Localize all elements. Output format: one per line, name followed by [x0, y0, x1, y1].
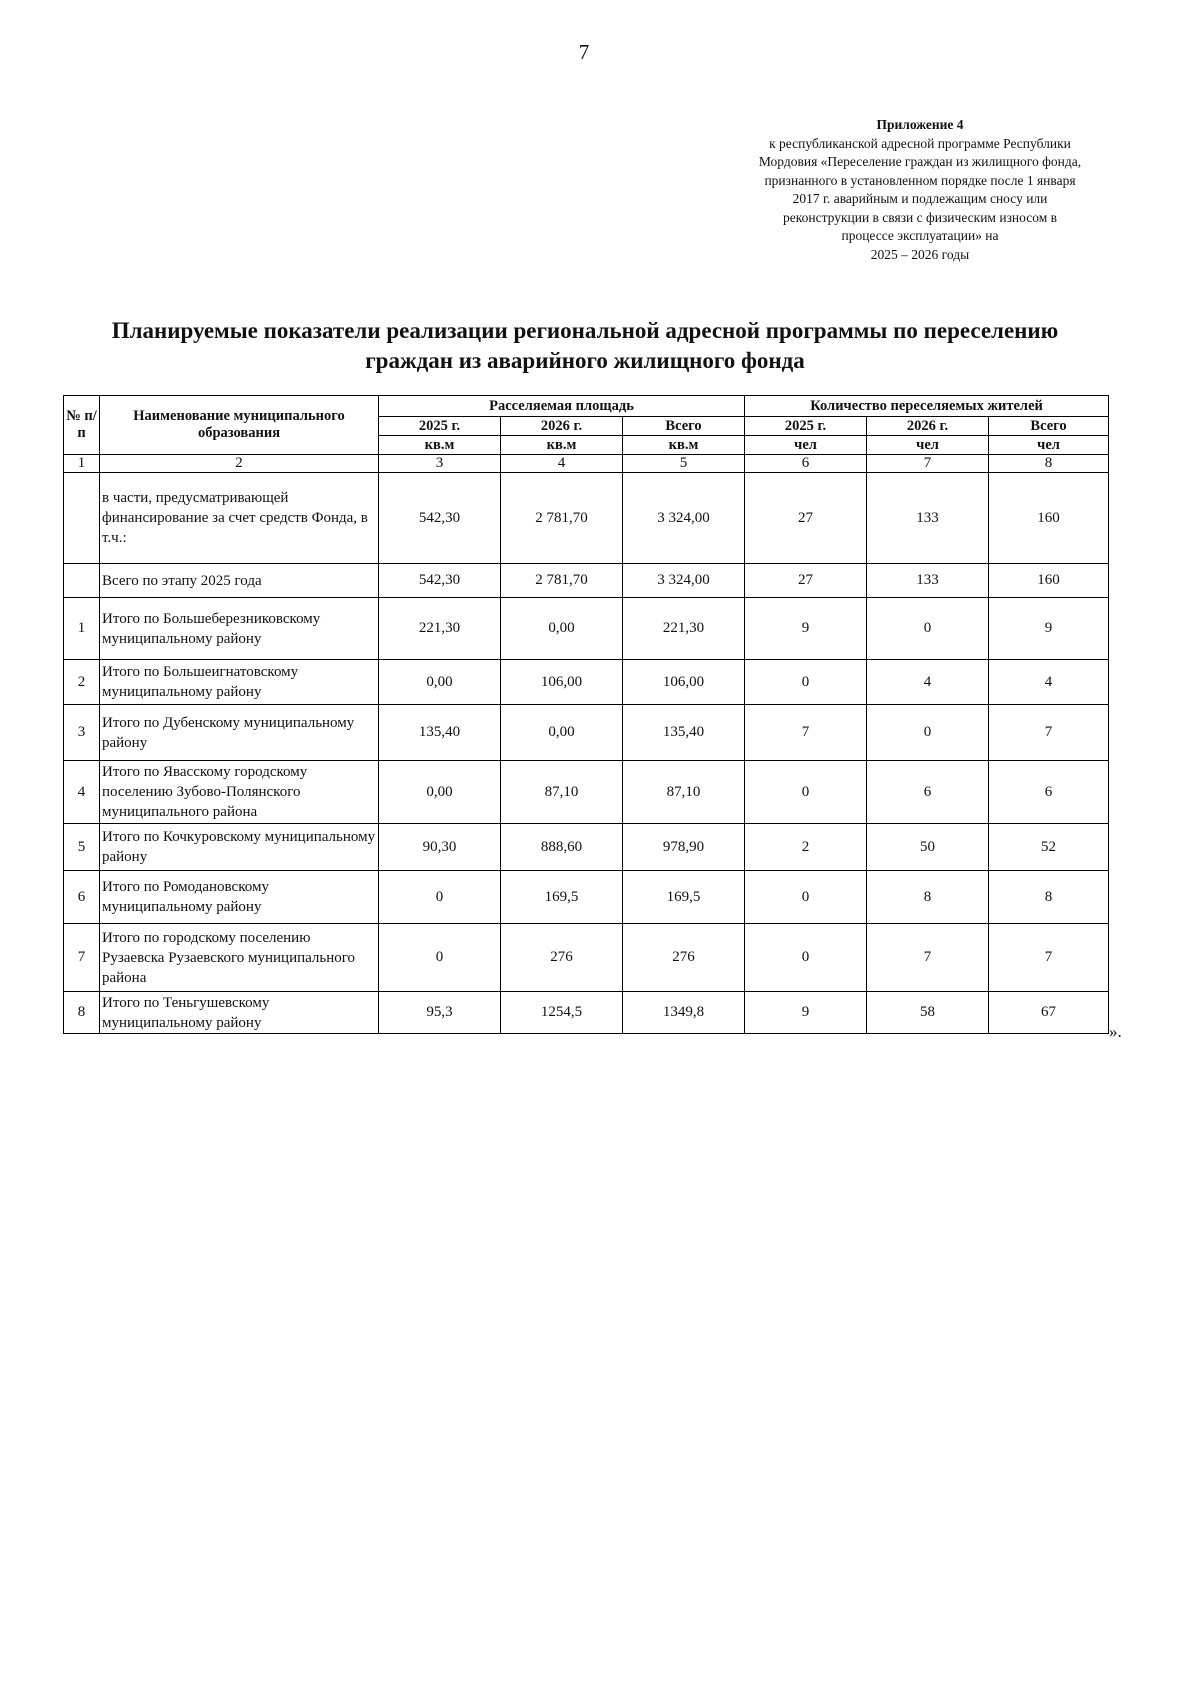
- cell-area-2026: 888,60: [501, 824, 623, 871]
- header-num: № п/п: [64, 396, 100, 455]
- annex-line: Мордовия «Переселение граждан из жилищного фонда,: [758, 154, 1082, 169]
- header-unit: чел: [989, 436, 1109, 455]
- cell-area-2025: 0,00: [379, 660, 501, 705]
- header-year: 2025 г.: [379, 417, 501, 436]
- annex-line: 2017 г. аварийным и подлежащим сносу или: [792, 191, 1048, 206]
- cell-residents-total: 4: [989, 660, 1109, 705]
- cell-area-total: 221,30: [623, 598, 745, 660]
- annex-line: реконструкции в связи с физическим износом в: [782, 209, 1057, 225]
- column-number: 6: [745, 455, 867, 473]
- cell-area-2026: 87,10: [501, 761, 623, 824]
- cell-residents-total: 7: [989, 705, 1109, 761]
- cell-residents-2026: 4: [867, 660, 989, 705]
- cell-residents-total: 52: [989, 824, 1109, 871]
- document-title: [80, 316, 1090, 376]
- row-name: Итого по городскому поселению Рузаевска Рузаевского муниципального района: [100, 924, 379, 992]
- annex-line: процессе эксплуатации» на: [841, 228, 999, 243]
- cell-residents-2026: 7: [867, 924, 989, 992]
- cell-area-2026: 2 781,70: [501, 473, 623, 564]
- cell-area-2026: 276: [501, 924, 623, 992]
- table-row: [64, 660, 1109, 705]
- row-name: Итого по Ромодановскому муниципальному району: [100, 871, 379, 924]
- cell-area-total: 3 324,00: [623, 473, 745, 564]
- column-number: 1: [64, 455, 100, 473]
- indicators-table: [63, 395, 1109, 1034]
- cell-residents-2025: 9: [745, 598, 867, 660]
- column-number: 3: [379, 455, 501, 473]
- column-number: 8: [989, 455, 1109, 473]
- cell-residents-2026: 133: [867, 473, 989, 564]
- cell-residents-2025: 0: [745, 660, 867, 705]
- cell-area-2025: 90,30: [379, 824, 501, 871]
- table-row: [64, 705, 1109, 761]
- table-row: [64, 824, 1109, 871]
- cell-area-2026: 0,00: [501, 705, 623, 761]
- closing-quote-mark: ».: [1109, 1022, 1122, 1041]
- cell-residents-total: 67: [989, 992, 1109, 1034]
- table-row: [64, 992, 1109, 1034]
- cell-area-total: 106,00: [623, 660, 745, 705]
- row-name: Итого по Большеигнатовскому муниципальному району: [100, 660, 379, 705]
- row-num: 5: [64, 824, 100, 871]
- cell-area-2026: 2 781,70: [501, 564, 623, 598]
- cell-area-2025: 221,30: [379, 598, 501, 660]
- cell-area-2025: 542,30: [379, 473, 501, 564]
- cell-residents-total: 9: [989, 598, 1109, 660]
- cell-residents-2025: 27: [745, 564, 867, 598]
- cell-residents-total: 7: [989, 924, 1109, 992]
- cell-area-total: 276: [623, 924, 745, 992]
- cell-residents-2026: 6: [867, 761, 989, 824]
- row-num: 8: [64, 992, 100, 1034]
- cell-residents-2026: 0: [867, 705, 989, 761]
- header-year: 2026 г.: [501, 417, 623, 436]
- cell-residents-2026: 8: [867, 871, 989, 924]
- cell-area-total: 1349,8: [623, 992, 745, 1034]
- annex-line: признанного в установленном порядке после 1 января: [764, 172, 1076, 188]
- header-year: 2025 г.: [745, 417, 867, 436]
- header-year: Всего: [989, 417, 1109, 436]
- cell-residents-2026: 58: [867, 992, 989, 1034]
- cell-area-2025: 95,3: [379, 992, 501, 1034]
- row-num: 3: [64, 705, 100, 761]
- title-line: граждан из аварийного жилищного фонда: [365, 348, 805, 373]
- column-number: 7: [867, 455, 989, 473]
- table-row: [64, 564, 1109, 598]
- column-number: 2: [100, 455, 379, 473]
- row-name: Итого по Кочкуровскому муниципальному району: [100, 824, 379, 871]
- row-name: в части, предусматривающей финансирование за счет средств Фонда, в т.ч.:: [100, 473, 379, 564]
- cell-residents-total: 6: [989, 761, 1109, 824]
- table-row: [64, 871, 1109, 924]
- row-num: [64, 473, 100, 564]
- cell-area-total: 978,90: [623, 824, 745, 871]
- cell-area-2026: 0,00: [501, 598, 623, 660]
- cell-residents-2025: 0: [745, 924, 867, 992]
- annex-block: [740, 116, 1100, 264]
- table-row: [64, 924, 1109, 992]
- column-number: 5: [623, 455, 745, 473]
- row-num: 6: [64, 871, 100, 924]
- cell-residents-2025: 27: [745, 473, 867, 564]
- cell-residents-2026: 133: [867, 564, 989, 598]
- cell-area-total: 87,10: [623, 761, 745, 824]
- cell-residents-total: 8: [989, 871, 1109, 924]
- annex-title: Приложение 4: [876, 117, 964, 132]
- row-num: [64, 564, 100, 598]
- header-year: Всего: [623, 417, 745, 436]
- cell-area-2025: 135,40: [379, 705, 501, 761]
- cell-area-2025: 0: [379, 924, 501, 992]
- cell-residents-2026: 0: [867, 598, 989, 660]
- column-number: 4: [501, 455, 623, 473]
- cell-residents-2025: 0: [745, 871, 867, 924]
- cell-area-total: 3 324,00: [623, 564, 745, 598]
- table-row: [64, 598, 1109, 660]
- row-num: 4: [64, 761, 100, 824]
- header-year: 2026 г.: [867, 417, 989, 436]
- row-name: Итого по Теньгушевскому муниципальному району: [100, 992, 379, 1034]
- cell-residents-2025: 0: [745, 761, 867, 824]
- page-number: 7: [578, 40, 590, 64]
- annex-line: 2025 – 2026 годы: [870, 246, 970, 262]
- header-unit: чел: [745, 436, 867, 455]
- cell-area-2025: 0,00: [379, 761, 501, 824]
- cell-residents-2025: 7: [745, 705, 867, 761]
- row-num: 2: [64, 660, 100, 705]
- header-name: Наименование муниципального образования: [100, 396, 379, 455]
- table-row: [64, 473, 1109, 564]
- header-unit: кв.м: [623, 436, 745, 455]
- cell-area-2026: 106,00: [501, 660, 623, 705]
- cell-residents-total: 160: [989, 473, 1109, 564]
- header-unit: кв.м: [379, 436, 501, 455]
- header-residents-group: Количество переселяемых жителей: [745, 396, 1109, 417]
- row-name: Итого по Большеберезниковскому муниципальному району: [100, 598, 379, 660]
- cell-residents-2025: 2: [745, 824, 867, 871]
- header-unit: чел: [867, 436, 989, 455]
- annex-line: к республиканской адресной программе Республики: [769, 135, 1071, 151]
- cell-area-2026: 1254,5: [501, 992, 623, 1034]
- header-area-group: Расселяемая площадь: [379, 396, 745, 417]
- cell-area-2026: 169,5: [501, 871, 623, 924]
- title-line: Планируемые показатели реализации региональной адресной программы по переселению: [111, 318, 1059, 343]
- row-name: Итого по Явасскому городскому поселению Зубово-Полянского муниципального района: [100, 761, 379, 824]
- cell-area-total: 169,5: [623, 871, 745, 924]
- header-unit: кв.м: [501, 436, 623, 455]
- cell-area-total: 135,40: [623, 705, 745, 761]
- cell-residents-total: 160: [989, 564, 1109, 598]
- row-num: 7: [64, 924, 100, 992]
- cell-area-2025: 542,30: [379, 564, 501, 598]
- row-name: Итого по Дубенскому муниципальному району: [100, 705, 379, 761]
- cell-residents-2026: 50: [867, 824, 989, 871]
- cell-area-2025: 0: [379, 871, 501, 924]
- row-num: 1: [64, 598, 100, 660]
- row-name: Всего по этапу 2025 года: [100, 564, 379, 598]
- cell-residents-2025: 9: [745, 992, 867, 1034]
- table-row: [64, 761, 1109, 824]
